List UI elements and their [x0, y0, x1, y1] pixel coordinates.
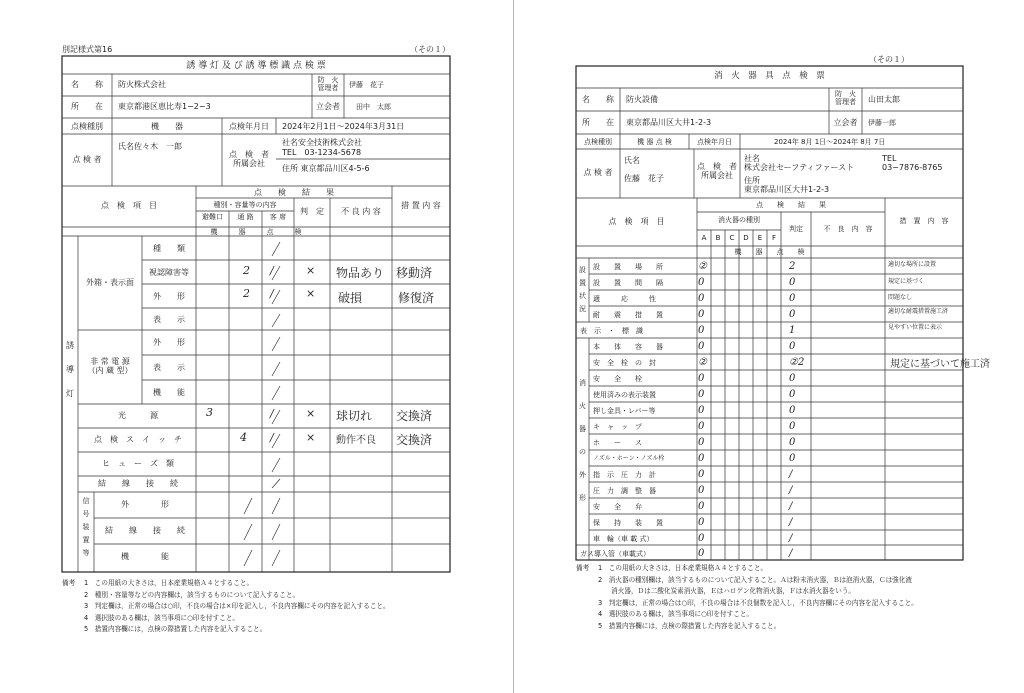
- manager-label: 防 火 管理者: [835, 90, 856, 107]
- item-r13: ノズル・ホーン・ノズル栓: [593, 455, 665, 462]
- item-r5: 表 示 ・ 標 識: [580, 327, 643, 335]
- date-value: 2024年2月1日〜2024年3月31日: [282, 122, 405, 131]
- remark-r7: 規定に基づいて施工済: [890, 359, 990, 370]
- defect-header: 不 良 内 容: [823, 225, 873, 233]
- remark-r3: 問題なし: [888, 294, 913, 301]
- hw-judgement-cell: 0: [789, 293, 796, 304]
- item-r10: ヒ ュ ー ズ 類: [102, 459, 174, 468]
- company-tel-label: TEL: [882, 154, 897, 163]
- equipment-label: 機 器: [151, 122, 183, 131]
- col-exit: 避難口: [202, 213, 223, 221]
- manager-value: 山田太郎: [868, 95, 900, 104]
- item-r13: 結 線 接 続: [105, 526, 185, 535]
- item-r8: 安 全 栓: [593, 375, 642, 383]
- item-r19: ガス導入管（車載式）: [580, 550, 650, 558]
- note-2: 2 消火器の種別欄は，該当するものについて記入すること。Ａは粉末消火器，Ｂは泡消火器，Ｃは強化液: [598, 575, 912, 584]
- item-r7: 機 能: [153, 388, 185, 397]
- hw-a-cell: 0: [698, 421, 705, 432]
- hw-r8-a: 3: [206, 406, 213, 419]
- inspector-name: 氏名佐々木 一郎: [118, 142, 182, 151]
- group1-vertical: 設 置 状 況: [579, 266, 586, 313]
- hw-r3-j: ×: [306, 287, 316, 300]
- right-notes-list: [598, 563, 918, 632]
- witness-label: 立会者: [833, 118, 858, 127]
- item-r6: 表 示: [153, 363, 185, 372]
- hw-r3-action: 修復済: [398, 291, 435, 305]
- hw-r3-defect: 破損: [338, 291, 363, 305]
- item-r6: 本 体 容 器: [593, 343, 663, 351]
- hw-a-cell: 0: [698, 501, 705, 512]
- remark-r2: 規定に基づく: [888, 278, 925, 285]
- item-r9: 使用済みの表示装置: [593, 391, 656, 399]
- address-label: 所 在: [71, 102, 103, 111]
- manager-label: 防 火 管理者: [317, 76, 339, 93]
- item-r17: 保 持 装 置: [593, 519, 663, 527]
- hw-judgement-cell: /: [789, 548, 793, 559]
- item-r4: 耐 震 措 置: [593, 311, 663, 319]
- judgement-header: 判 定: [300, 207, 324, 216]
- note-4: 4 選択肢のある欄は，該当事項に○印を付すこと。: [84, 613, 240, 622]
- equipment-label: 機 器 点 検: [637, 138, 672, 146]
- hw-r9-a: 4: [240, 431, 247, 444]
- item-r1: 種 類: [153, 244, 185, 253]
- hw-judgement-cell: 0: [789, 277, 796, 288]
- left-notes-list: [84, 578, 390, 636]
- hw-judgement-cell: 0: [789, 373, 796, 384]
- date-label: 点検年月日: [229, 122, 269, 131]
- company-name: 社名安全技術株式会社: [282, 138, 362, 147]
- hw-r9-defect: 動作不良: [336, 435, 376, 446]
- notes-head: 備考: [576, 564, 590, 572]
- hw-judgement-cell: /: [789, 533, 793, 544]
- hw-judgement-cell: /: [789, 517, 793, 528]
- inspector-name-label: 氏名: [624, 156, 640, 165]
- type-d: D: [743, 234, 749, 242]
- item-r11: 結 線 接 続: [98, 479, 178, 488]
- hw-r2-j: ×: [306, 264, 316, 277]
- item-r16: 安 全 弁: [593, 503, 642, 511]
- witness-label: 立会者: [316, 102, 340, 111]
- hw-judgement-cell: 2: [789, 261, 796, 272]
- hw-judgement-cell: /: [789, 501, 793, 512]
- hw-r3-m: /: [270, 287, 274, 300]
- hw-a-cell: 0: [698, 548, 705, 559]
- company-address-label: 住所: [744, 176, 760, 185]
- types-header: 消火器の種別: [718, 216, 760, 224]
- hw-a-cell: 0: [698, 517, 705, 528]
- hw-a-cell: 0: [698, 309, 705, 320]
- company-name-label: 社名: [744, 154, 760, 163]
- hw-judgement-cell: 1: [789, 325, 796, 336]
- hw-judgement-cell: 0: [789, 341, 796, 352]
- equipment-row: 機 器 点 検: [210, 228, 302, 236]
- page-number: （その１）: [410, 45, 450, 54]
- hw-judgement-cell: /: [789, 469, 793, 480]
- defect-header: 不 良 内 容: [341, 207, 381, 216]
- inspector-label: 点 検 者: [583, 168, 613, 177]
- item-r5: 外 形: [153, 338, 185, 347]
- hw-judgement-cell: ②2: [789, 357, 805, 368]
- remark-r1: 適切な場所に設置: [888, 261, 937, 268]
- item-r12: 外 形: [121, 500, 169, 509]
- note-1: 1 この用紙の大きさは，日本産業規格Ａ４とすること。: [598, 564, 768, 572]
- action-header: 措 置 内 容: [899, 217, 949, 225]
- hw-judgement-cell: 0: [789, 453, 796, 464]
- sub-power: 非 常 電 源 （内 蔵 型）: [87, 357, 133, 376]
- item-r3: 外 形: [153, 292, 185, 301]
- group2-vertical: 消 火 器 の 外 形: [579, 379, 586, 502]
- hw-a-cell: 0: [698, 277, 705, 288]
- witness-value: 田中 太郎: [356, 103, 391, 111]
- hw-a-cell: 0: [698, 437, 705, 448]
- type-c: C: [729, 234, 735, 242]
- judgement-header: 判定: [789, 225, 803, 233]
- hw-r9-j: ×: [306, 431, 316, 444]
- left-title: 誘 導 灯 及 び 誘 導 標 識 点 検 票: [186, 61, 326, 71]
- item-r12: ホ ー ス: [593, 439, 642, 447]
- item-r9: 点 検 ス イ ッ チ: [94, 435, 182, 444]
- col-seat: 客 席: [269, 213, 287, 221]
- note-4: 4 選択肢のある欄は，該当事項に○印を付すこと。: [598, 610, 754, 618]
- action-header: 措 置 内 容: [401, 201, 441, 210]
- hw-r8-m: /: [270, 407, 274, 420]
- item-r8: 光 源: [118, 411, 158, 420]
- hw-r8-action: 交換済: [396, 409, 433, 423]
- hw-judgement-cell: 0: [789, 405, 796, 416]
- manager-value: 伊藤 花子: [349, 81, 384, 89]
- item-r2: 設 置 間 隔: [593, 279, 663, 287]
- left-notes: [62, 578, 75, 590]
- item-r1: 設 置 場 所: [593, 263, 663, 271]
- hw-r2-defect: 物品あり: [336, 266, 385, 280]
- hw-judgement-cell: 0: [789, 309, 796, 320]
- hw-a-cell: 0: [698, 341, 705, 352]
- col-passage: 通 路: [237, 213, 254, 221]
- date-label: 点検年月日: [697, 138, 732, 146]
- company-address: 住所 東京都品川区4-5-6: [282, 164, 370, 173]
- right-page: [514, 0, 1024, 693]
- type-capacity-header: 種別・容量等の内容: [213, 201, 277, 209]
- address-value: 東京都品川区大井1-2-3: [626, 118, 712, 127]
- address-label: 所 在: [582, 118, 614, 127]
- item-r18: 車 輪（車 載 式）: [593, 535, 654, 543]
- name-value: 防火株式会社: [118, 80, 166, 89]
- item-r14: 指 示 圧 力 計: [593, 471, 656, 479]
- hw-a-cell: 0: [698, 485, 705, 496]
- name-label: 名 称: [71, 80, 103, 89]
- hw-r2-a: 2: [243, 264, 250, 277]
- company-address: 東京都品川区大井1-2-3: [744, 185, 830, 194]
- hw-judgement-cell: 0: [789, 421, 796, 432]
- address-value: 東京都港区恵比寿1−2−3: [118, 102, 211, 111]
- hw-a-cell: ②: [698, 357, 707, 368]
- hw-a-cell: 0: [698, 373, 705, 384]
- inspector-label: 点 検 者: [72, 155, 102, 164]
- name-label: 名 称: [582, 95, 614, 104]
- form-number: 別記様式第16: [62, 45, 113, 54]
- note-1: 1 この用紙の大きさは，日本産業規格Ａ４とすること。: [84, 579, 254, 587]
- item-header: 点 検 項 目: [608, 217, 665, 226]
- type-e: E: [757, 234, 763, 242]
- hw-r2-m: /: [270, 264, 274, 277]
- sign-vertical: 信 号 装 置 等: [82, 497, 90, 557]
- item-header: 点 検 項 目: [101, 201, 157, 210]
- sub-outer: 外箱・表示面: [86, 278, 134, 287]
- hw-a-cell: 0: [698, 293, 705, 304]
- remark-r5: 見やすい位置に表示: [888, 324, 943, 331]
- page-number: （その１）: [869, 55, 909, 64]
- result-header: 点 検 結 果: [756, 201, 826, 209]
- type-b: B: [715, 234, 721, 242]
- note-3: 3 判定欄は，正常の場合は○印，不良の場合は×印を記入し，不良内容欄にその内容を記入すること。: [84, 602, 390, 610]
- type-f: F: [771, 234, 777, 242]
- company-tel: 03−7876-8765: [882, 163, 943, 172]
- remark-r4: 適切な耐震措置施工済: [888, 308, 949, 315]
- inspector-org-label: 点 検 者 所属会社: [697, 162, 737, 181]
- group-vertical: 誘 導 灯: [66, 341, 74, 398]
- item-r2: 視認障害等: [149, 268, 189, 277]
- note-2-cont: 消火器，Ｄは二酸化炭素消火器，Ｅはハロゲン化物消火器，Ｆは水消火器をいう。: [598, 587, 856, 595]
- hw-r3-a: 2: [243, 287, 250, 300]
- item-r7: 安 全 栓 の 封: [593, 359, 656, 367]
- type-label: 点検種別: [71, 122, 103, 131]
- inspector-org-label: 点 検 者 所属会社: [229, 150, 269, 169]
- hw-a-cell: 0: [698, 325, 705, 336]
- item-r4: 表 示: [153, 315, 185, 324]
- result-header: 点 検 結 果: [254, 188, 334, 197]
- company-tel: TEL 03-1234-5678: [282, 148, 362, 157]
- hw-r8-defect: 球切れ: [336, 409, 373, 423]
- hw-a-cell: 0: [698, 389, 705, 400]
- name-value: 防火設備: [626, 95, 658, 104]
- note-5: 5 措置内容欄には，点検の際措置した内容を記入すること。: [598, 621, 781, 630]
- hw-a-cell: 0: [698, 453, 705, 464]
- hw-r2-action: 移動済: [396, 266, 433, 280]
- hw-r8-j: ×: [306, 407, 316, 420]
- hw-r9-action: 交換済: [396, 433, 433, 447]
- witness-value: 伊藤一郎: [868, 119, 896, 127]
- hw-judgement-cell: 0: [789, 389, 796, 400]
- hw-a-cell: 0: [698, 533, 705, 544]
- item-r10: 押し金具・レバー等: [593, 407, 656, 415]
- hw-r9-m: /: [270, 431, 274, 444]
- date-value: 2024年 8月 1日〜2024年 8月 7日: [774, 138, 886, 146]
- item-r15: 圧 力 調 整 器: [593, 487, 656, 495]
- item-r3: 適 応 性: [593, 295, 656, 303]
- hw-judgement-cell: 0: [789, 437, 796, 448]
- type-a: A: [701, 234, 707, 242]
- hw-a-cell: 0: [698, 405, 705, 416]
- note-5: 5 措置内容欄には，点検の際措置した内容を記入すること。: [84, 625, 267, 633]
- hw-judgement-cell: /: [789, 485, 793, 496]
- hw-a-cell: 0: [698, 469, 705, 480]
- right-title: 消 火 器 具 点 検 票: [714, 71, 825, 81]
- notes-head: 備考: [62, 579, 76, 587]
- type-label: 点検種別: [584, 138, 612, 146]
- right-notes: [576, 563, 589, 575]
- company-name: 株式会社セーフティファースト: [744, 163, 855, 172]
- note-2: 2 種別・容量等などの内容欄は，該当するものについて記入すること。: [84, 590, 300, 599]
- inspector-name: 佐藤 花子: [624, 174, 664, 183]
- equipment-row: 機 器 点 検: [734, 248, 805, 256]
- item-r11: キ ャ ッ プ: [593, 423, 642, 431]
- item-r14: 機 能: [121, 552, 169, 561]
- hw-a-cell: ②: [698, 261, 707, 272]
- note-3: 3 判定欄は，正常の場合は○印，不良の場合は不良個数を記入し，不良内容欄にその内容を記入すること。: [598, 598, 918, 607]
